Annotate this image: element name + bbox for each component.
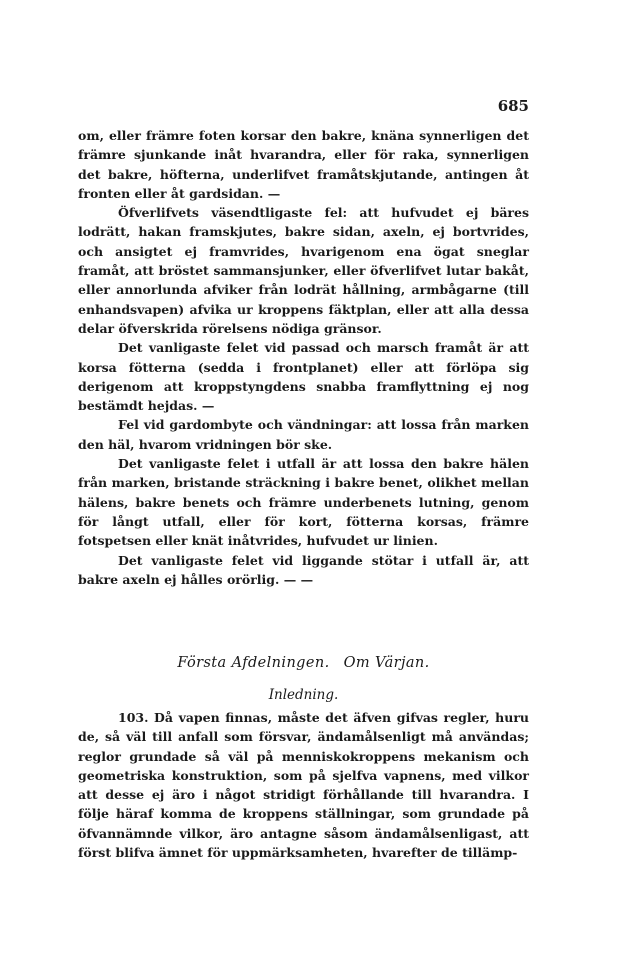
paragraph-foot-errors: om, eller främre foten korsar den bakre, knäna synnerligen det främre sjunkande inåt hvarandra, eller för raka, synnerligen det bakre, höfterna, underlifvet framåtskjutande, antingen åt fronten eller åt gardsidan. — [78, 128, 529, 201]
section-title: Om Värjan. [343, 655, 430, 671]
book-page [78, 0, 529, 960]
page-number: 685 [497, 97, 529, 115]
subheading: Inledning. [268, 687, 339, 703]
paragraph-thrust-errors: Det vanligaste felet vid liggande stötar i utfall är, att bakre axeln ej hålles orörlig. — — [78, 552, 529, 587]
body-text-lower [78, 708, 529, 862]
paragraph-lunge-errors: Det vanligaste felet i utfall är att lossa den bakre hälen från marken, bristande sträckning i bakre benet, olikhet mellan hälens, bakre benets och främre underbenets lutning, genom för långt utfall, eller för kort, fötterna korsas, främre fotspetsen eller knät inåtvrides, hufvudet ur linien. [78, 456, 529, 549]
body-text-upper [78, 126, 529, 589]
paragraph-upper-body-errors: Öfverlifvets väsendtligaste fel: att hufvudet ej bäres lodrätt, hakan framskjutes, bakre sidan, axeln, ej bortvrides, och ansigtet ej framvrides, hvarigenom ena ögat sneglar framåt, att bröstet sammansjunker, eller öfverlifvet lutar bakåt, eller annorlunda afviker från lodrät hållning, armbågarne (till enhandsvapen) afvika ur kroppens fäktplan, eller att alla dessa delar öfverskrida rörelsens nödiga gränsor. [78, 205, 529, 336]
paragraph-march-errors: Det vanligaste felet vid passad och marsch framåt är att korsa fötterna (sedda i frontplanet) eller att förlöpa sig derigenom att kroppstyngdens snabba framflyttning ej nog bestämdt hejdas. — [78, 340, 529, 414]
section-103-text: Då vapen finnas, måste det äfven gifvas regler, huru de, så väl till anfall som försvar, ändamålsenligt må användas; reglor grundade så väl på menniskokroppens mekanism och geometriska konstruktion, som på sjelfva vapnens, med vilkor att desse ej äro i något stridigt förhållande till hvarandra. I följe häraf komma de kroppens ställningar, som grundade på öfvannämnde vilkor, äro antagne såsom ändamålsenligast, att först blifva ämnet för uppmärksamheten, hvarefter de tillämp- [78, 710, 529, 861]
section-number: 103. [118, 710, 149, 725]
paragraph-turning-errors: Fel vid gardombyte och vändningar: att lossa från marken den häl, hvarom vridningen bör ske. [78, 417, 529, 452]
section-part: Första Afdelningen. [177, 655, 330, 671]
section-heading [78, 654, 529, 672]
paragraph-section-103 [78, 708, 529, 862]
